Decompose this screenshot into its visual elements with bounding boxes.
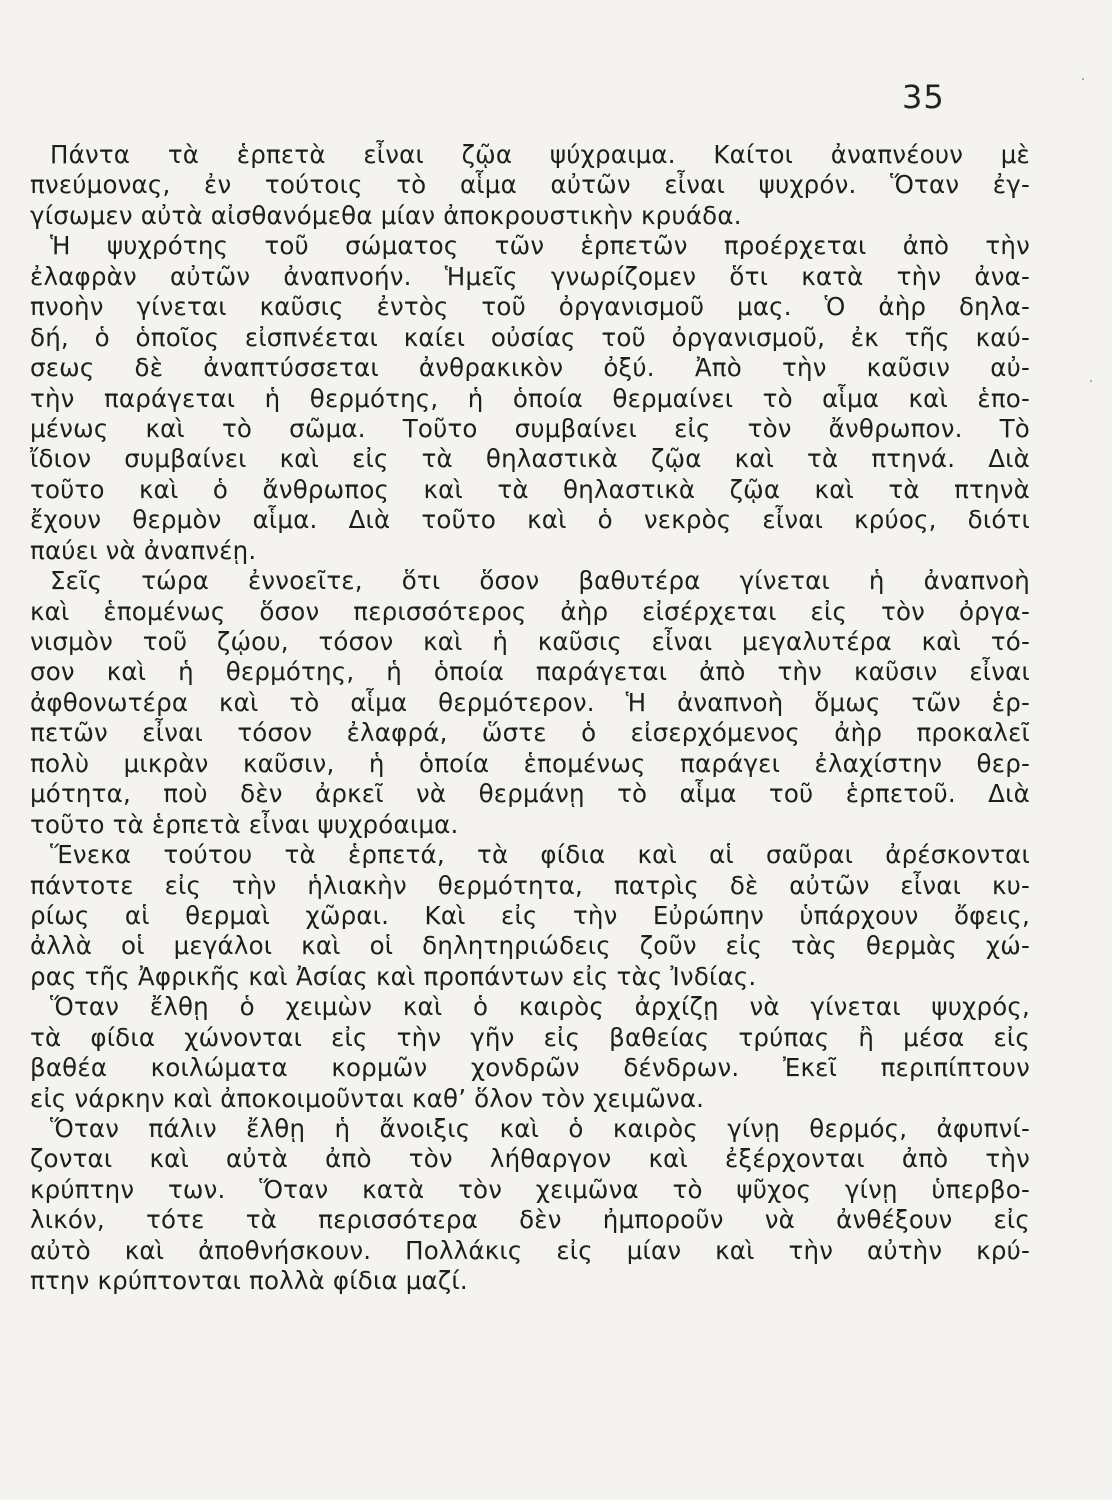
page-number: 35 xyxy=(902,78,945,116)
text-line: ἀφθονωτέρα καὶ τὸ αἷμα θερμότερον. Ἡ ἀναπνοὴ ὅμως τῶν ἑρ- xyxy=(30,687,1030,717)
text-line: μότητα, ποὺ δὲν ἀρκεῖ νὰ θερμάνῃ τὸ αἷμα τοῦ ἑρπετοῦ. Διὰ xyxy=(30,779,1030,809)
text-line: μένως καὶ τὸ σῶμα. Τοῦτο συμβαίνει εἰς τὸν ἄνθρωπον. Τὸ xyxy=(30,413,1030,443)
text-line: καὶ ἑπομένως ὅσον περισσότερος ἀὴρ εἰσέρχεται εἰς τὸν ὀργα- xyxy=(30,596,1030,626)
text-line: σον καὶ ἡ θερμότης, ἡ ὁποία παράγεται ἀπὸ τὴν καῦσιν εἶναι xyxy=(30,657,1030,687)
text-line: ἐλαφρὰν αὐτῶν ἀναπνοήν. Ἡμεῖς γνωρίζομεν ὅτι κατὰ τὴν ἀνα- xyxy=(30,261,1030,291)
paper-speck xyxy=(1082,78,1084,80)
text-line: πτην κρύπτονται πολλὰ φίδια μαζί. xyxy=(30,1266,468,1296)
text-line: Ὅταν ἔλθῃ ὁ χειμὼν καὶ ὁ καιρὸς ἀρχίζῃ νὰ γίνεται ψυχρός, xyxy=(50,992,1030,1022)
text-line: ζονται καὶ αὐτὰ ἀπὸ τὸν λήθαργον καὶ ἐξέρχονται ἀπὸ τὴν xyxy=(30,1144,1030,1174)
text-line: τὰ φίδια χώνονται εἰς τὴν γῆν εἰς βαθείας τρύπας ἢ μέσα εἰς xyxy=(30,1022,1030,1052)
text-line: γίσωμεν αὐτὰ αἰσθανόμεθα μίαν ἀποκρουστικὴν κρυάδα. xyxy=(30,200,742,230)
text-line: πολὺ μικρὰν καῦσιν, ἡ ὁποία ἑπομένως παράγει ἐλαχίστην θερ- xyxy=(30,748,1030,778)
text-line: τὴν παράγεται ἡ θερμότης, ἡ ὁποία θερμαίνει τὸ αἷμα καὶ ἑπο- xyxy=(30,383,1030,413)
text-line: ρας τῆς Ἀφρικῆς καὶ Ἀσίας καὶ προπάντων εἰς τὰς Ἰνδίας. xyxy=(30,961,757,991)
text-line: κρύπτην των. Ὅταν κατὰ τὸν χειμῶνα τὸ ψῦχος γίνῃ ὑπερβο- xyxy=(30,1174,1030,1204)
text-line: Ὅταν πάλιν ἔλθῃ ἡ ἄνοιξις καὶ ὁ καιρὸς γίνῃ θερμός, ἀφυπνί- xyxy=(50,1114,1030,1143)
text-line: τοῦτο τὰ ἑρπετὰ εἶναι ψυχρόαιμα. xyxy=(30,809,459,839)
text-line: Ἡ ψυχρότης τοῦ σώματος τῶν ἑρπετῶν προέρχεται ἀπὸ τὴν xyxy=(50,231,1030,261)
text-line: νισμὸν τοῦ ζῴου, τόσον καὶ ἡ καῦσις εἶναι μεγαλυτέρα καὶ τό- xyxy=(30,627,1030,656)
text-line: εἰς νάρκην καὶ ἀποκοιμοῦνται καθ’ ὅλον τὸν χειμῶνα. xyxy=(30,1083,705,1113)
text-line: πνοὴν γίνεται καῦσις ἐντὸς τοῦ ὀργανισμοῦ μας. Ὁ ἀὴρ δηλα- xyxy=(30,292,1030,322)
text-line: σεως δὲ ἀναπτύσσεται ἀνθρακικὸν ὀξύ. Ἀπὸ τὴν καῦσιν αὐ- xyxy=(30,353,1030,383)
text-line: Ἕνεκα τούτου τὰ ἑρπετά, τὰ φίδια καὶ αἱ σαῦραι ἀρέσκονται xyxy=(50,840,1030,870)
text-line: τοῦτο καὶ ὁ ἄνθρωπος καὶ τὰ θηλαστικὰ ζῷα καὶ τὰ πτηνὰ xyxy=(30,474,1030,504)
body-text xyxy=(30,140,1030,1297)
text-line: πνεύμονας, ἐν τούτοις τὸ αἷμα αὐτῶν εἶναι ψυχρόν. Ὅταν ἐγ- xyxy=(30,170,1030,200)
text-line: ἴδιον συμβαίνει καὶ εἰς τὰ θηλαστικὰ ζῷα καὶ τὰ πτηνά. Διὰ xyxy=(30,444,1030,474)
text-line: παύει νὰ ἀναπνέῃ. xyxy=(30,535,257,565)
text-line: ἀλλὰ οἱ μεγάλοι καὶ οἱ δηλητηριώδεις ζοῦν εἰς τὰς θερμὰς χώ- xyxy=(30,931,1030,961)
text-line: Πάντα τὰ ἑρπετὰ εἶναι ζῷα ψύχραιμα. Καίτοι ἀναπνέουν μὲ xyxy=(50,140,1030,169)
text-line: λικόν, τότε τὰ περισσότερα δὲν ἠμποροῦν νὰ ἀνθέξουν εἰς xyxy=(30,1205,1030,1235)
text-line: βαθέα κοιλώματα κορμῶν χονδρῶν δένδρων. Ἐκεῖ περιπίπτουν xyxy=(30,1053,1030,1083)
text-line: δή, ὁ ὁποῖος εἰσπνέεται καίει οὐσίας τοῦ ὀργανισμοῦ, ἐκ τῆς καύ- xyxy=(30,322,1030,352)
text-line: Σεῖς τώρα ἐννοεῖτε, ὅτι ὅσον βαθυτέρα γίνεται ἡ ἀναπνοὴ xyxy=(50,566,1030,596)
paper-speck xyxy=(1090,380,1092,382)
text-line: ρίως αἱ θερμαὶ χῶραι. Καὶ εἰς τὴν Εὐρώπην ὑπάρχουν ὄφεις, xyxy=(30,900,1030,930)
text-line: πάντοτε εἰς τὴν ἡλιακὴν θερμότητα, πατρὶς δὲ αὐτῶν εἶναι κυ- xyxy=(30,870,1030,900)
text-line: ἔχουν θερμὸν αἷμα. Διὰ τοῦτο καὶ ὁ νεκρὸς εἶναι κρύος, διότι xyxy=(30,505,1030,535)
text-line: αὐτὸ καὶ ἀποθνήσκουν. Πολλάκις εἰς μίαν καὶ τὴν αὐτὴν κρύ- xyxy=(30,1235,1030,1265)
text-line: πετῶν εἶναι τόσον ἐλαφρά, ὥστε ὁ εἰσερχόμενος ἀὴρ προκαλεῖ xyxy=(30,718,1030,748)
